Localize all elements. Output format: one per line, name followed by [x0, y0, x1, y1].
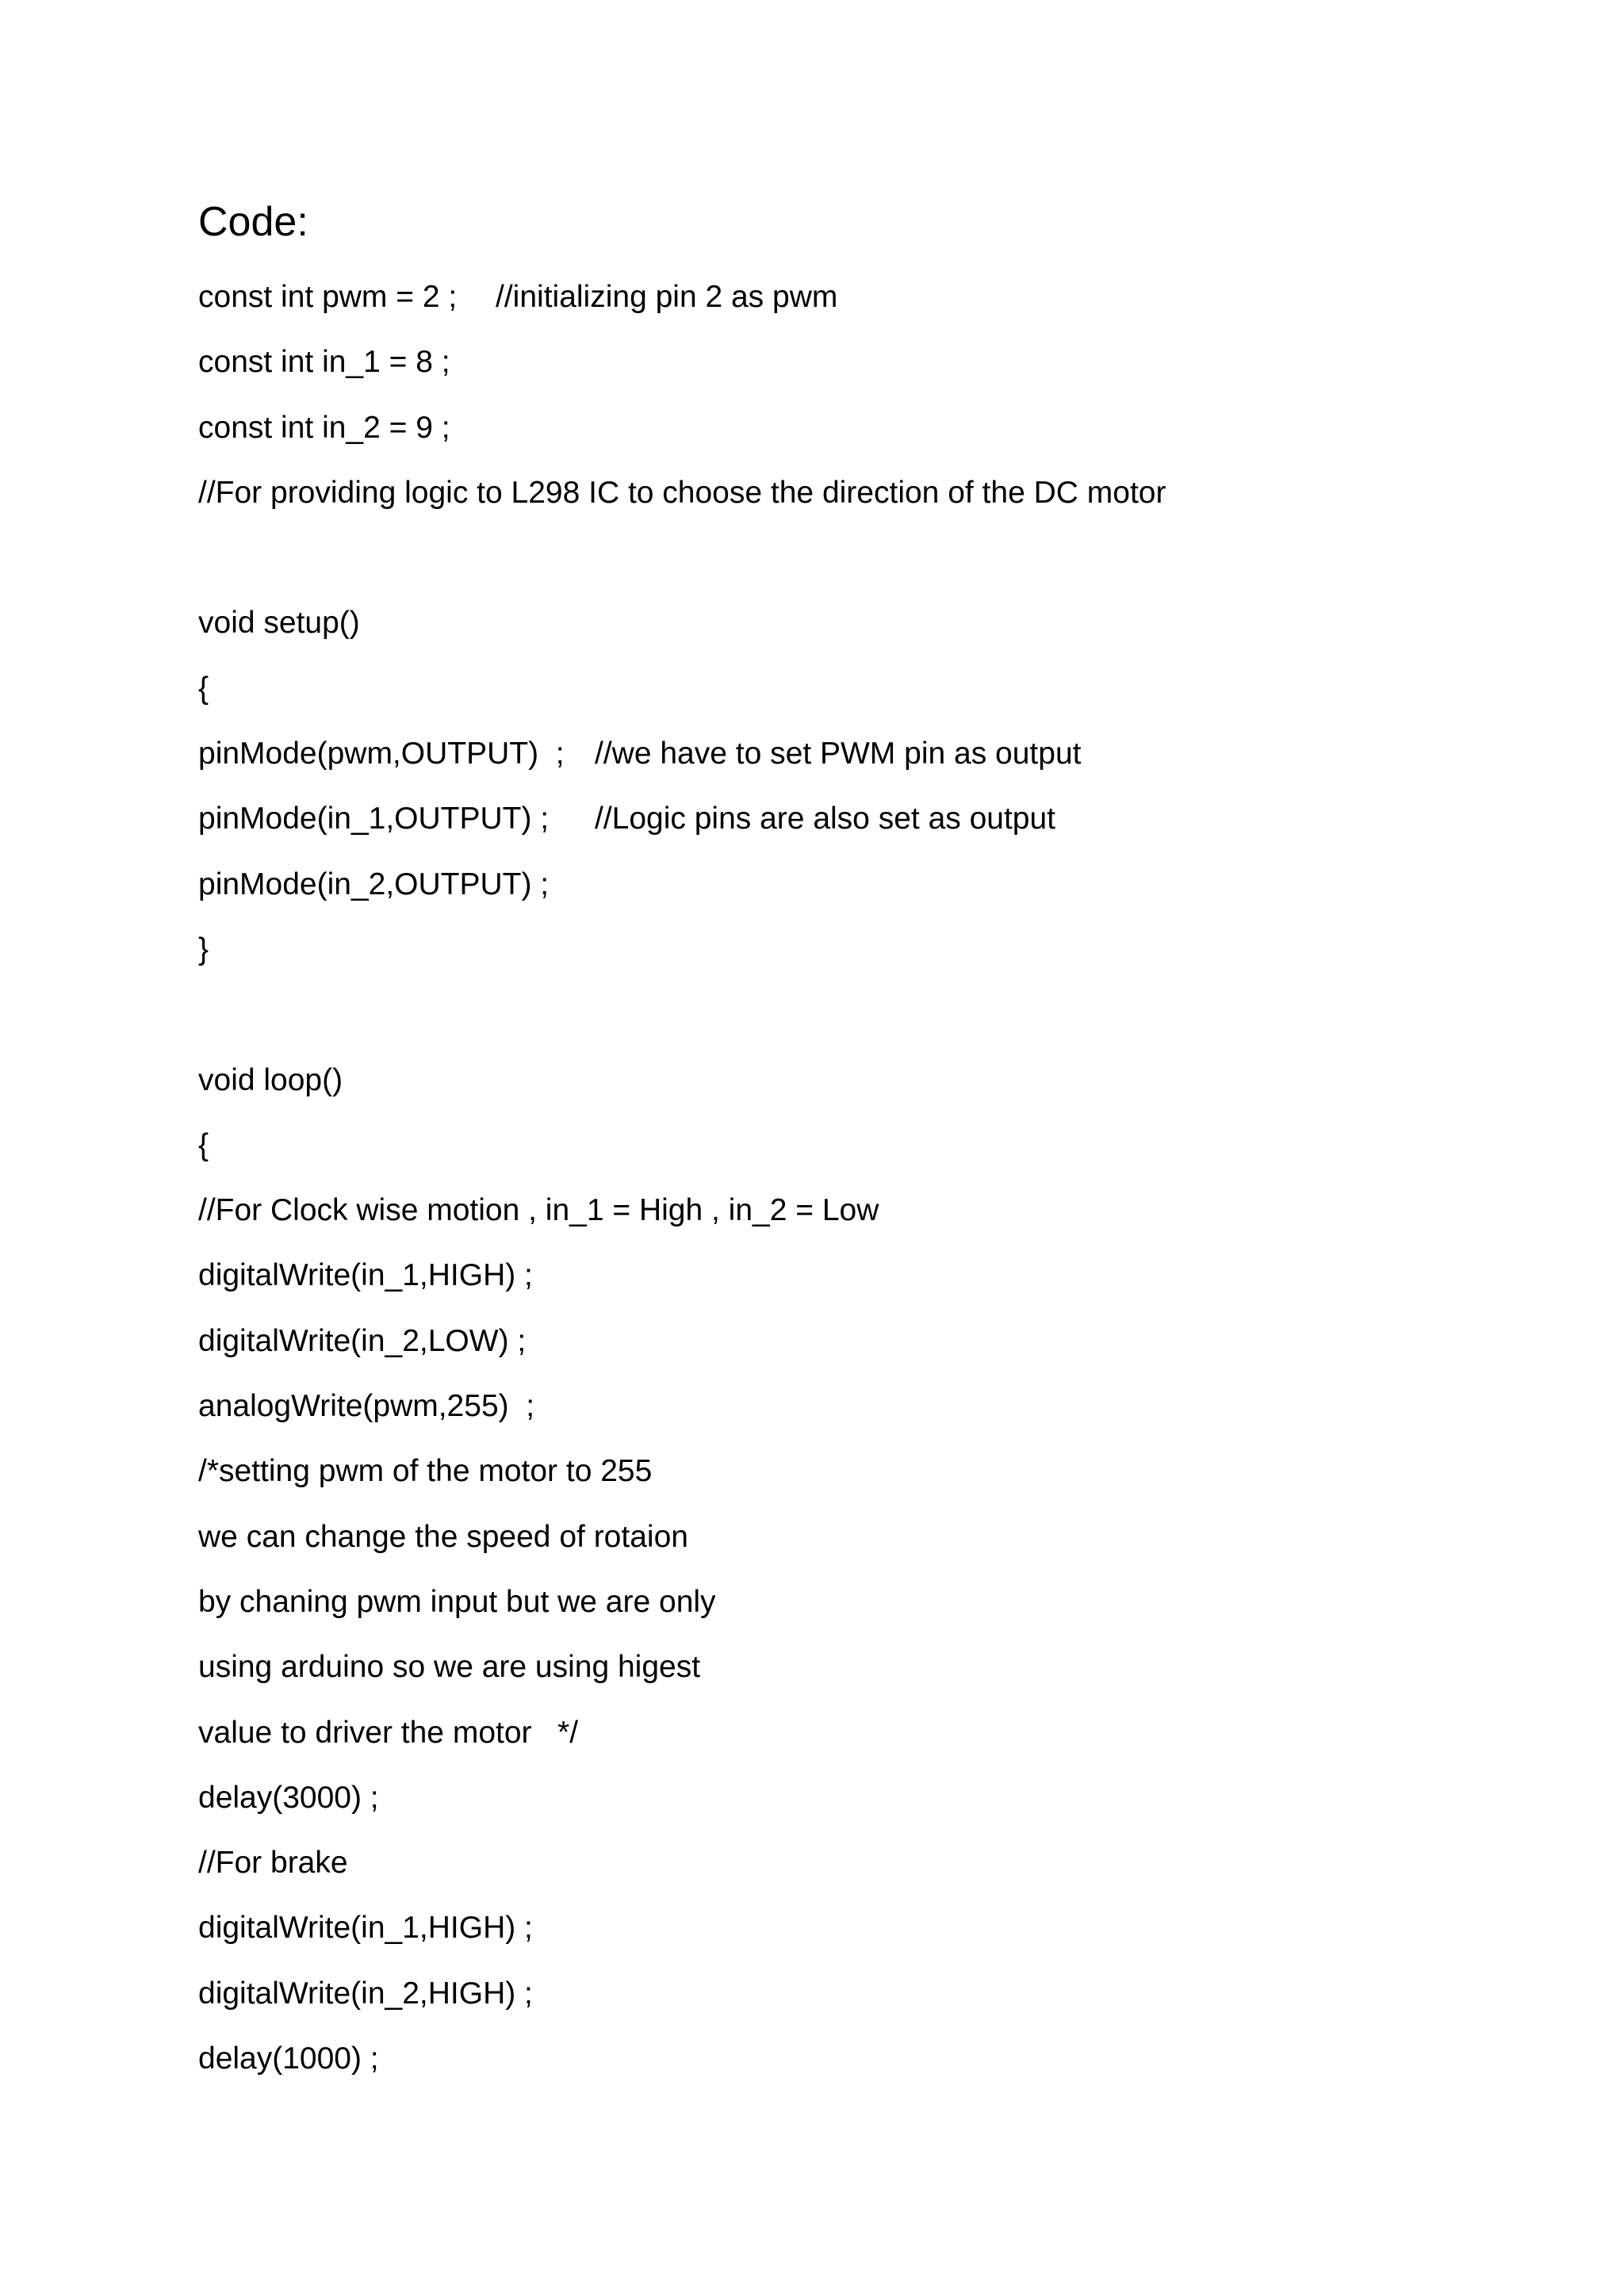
code-line — [198, 1774, 1546, 1839]
code-statement: //For Clock wise motion , in_1 = High , in_2 = Low — [198, 1193, 879, 1228]
code-line — [198, 1187, 1546, 1252]
code-statement: we can change the speed of rotaion — [198, 1519, 688, 1554]
code-statement: value to driver the motor */ — [198, 1715, 579, 1750]
code-line — [198, 1513, 1546, 1578]
code-statement: const int in_1 = 8 ; — [198, 345, 450, 380]
code-line — [198, 1252, 1546, 1317]
code-line — [198, 599, 1546, 664]
blank-line — [198, 534, 1546, 599]
code-statement: //For providing logic to L298 IC to choose the direction of the DC motor — [198, 475, 1166, 510]
code-comment: //we have to set PWM pin as output — [595, 737, 1082, 771]
code-line — [198, 1578, 1546, 1644]
code-statement: delay(3000) ; — [198, 1780, 379, 1815]
code-statement: pinMode(pwm,OUTPUT) ; — [198, 737, 565, 771]
code-line — [198, 2035, 1546, 2100]
code-line — [198, 1709, 1546, 1774]
code-statement: } — [198, 932, 209, 966]
code-statement: delay(1000) ; — [198, 2042, 379, 2076]
code-statement: by chaning pwm input but we are only — [198, 1584, 716, 1619]
code-line — [198, 795, 1546, 860]
code-line — [198, 1904, 1546, 1969]
code-statement: digitalWrite(in_2,HIGH) ; — [198, 1976, 533, 2011]
code-statement: digitalWrite(in_1,HIGH) ; — [198, 1911, 533, 1946]
code-line — [198, 926, 1546, 991]
code-line — [198, 1057, 1546, 1122]
code-comment: //initializing pin 2 as pwm — [496, 280, 838, 314]
code-statement: { — [198, 671, 209, 706]
code-line — [198, 1122, 1546, 1187]
code-statement: analogWrite(pwm,255) ; — [198, 1389, 535, 1424]
code-line — [198, 1970, 1546, 2035]
code-statement: digitalWrite(in_1,HIGH) ; — [198, 1258, 533, 1293]
code-line — [198, 665, 1546, 730]
code-line — [198, 1644, 1546, 1709]
code-statement: const int pwm = 2 ; — [198, 280, 458, 314]
code-statement: const int in_2 = 9 ; — [198, 410, 450, 445]
code-statement: { — [198, 1127, 209, 1162]
code-line — [198, 469, 1546, 534]
blank-line — [198, 991, 1546, 1056]
code-listing — [198, 274, 1546, 2100]
code-line — [198, 339, 1546, 404]
code-line — [198, 1839, 1546, 1904]
code-statement: void setup() — [198, 606, 360, 641]
code-line — [198, 274, 1546, 339]
code-line — [198, 1383, 1546, 1448]
code-line — [198, 1318, 1546, 1383]
code-line — [198, 1448, 1546, 1513]
code-comment: //Logic pins are also set as output — [595, 802, 1056, 836]
code-line — [198, 861, 1546, 926]
code-line — [198, 730, 1546, 795]
code-statement: pinMode(in_2,OUTPUT) ; — [198, 867, 550, 901]
code-statement: void loop() — [198, 1062, 343, 1097]
code-statement: //For brake — [198, 1846, 348, 1881]
code-statement: using arduino so we are using higest — [198, 1650, 701, 1685]
code-statement: pinMode(in_1,OUTPUT) ; — [198, 802, 550, 836]
code-statement: /*setting pwm of the motor to 255 — [198, 1454, 653, 1489]
code-statement: digitalWrite(in_2,LOW) ; — [198, 1323, 527, 1358]
page-heading: Code: — [198, 199, 308, 245]
code-line — [198, 404, 1546, 469]
